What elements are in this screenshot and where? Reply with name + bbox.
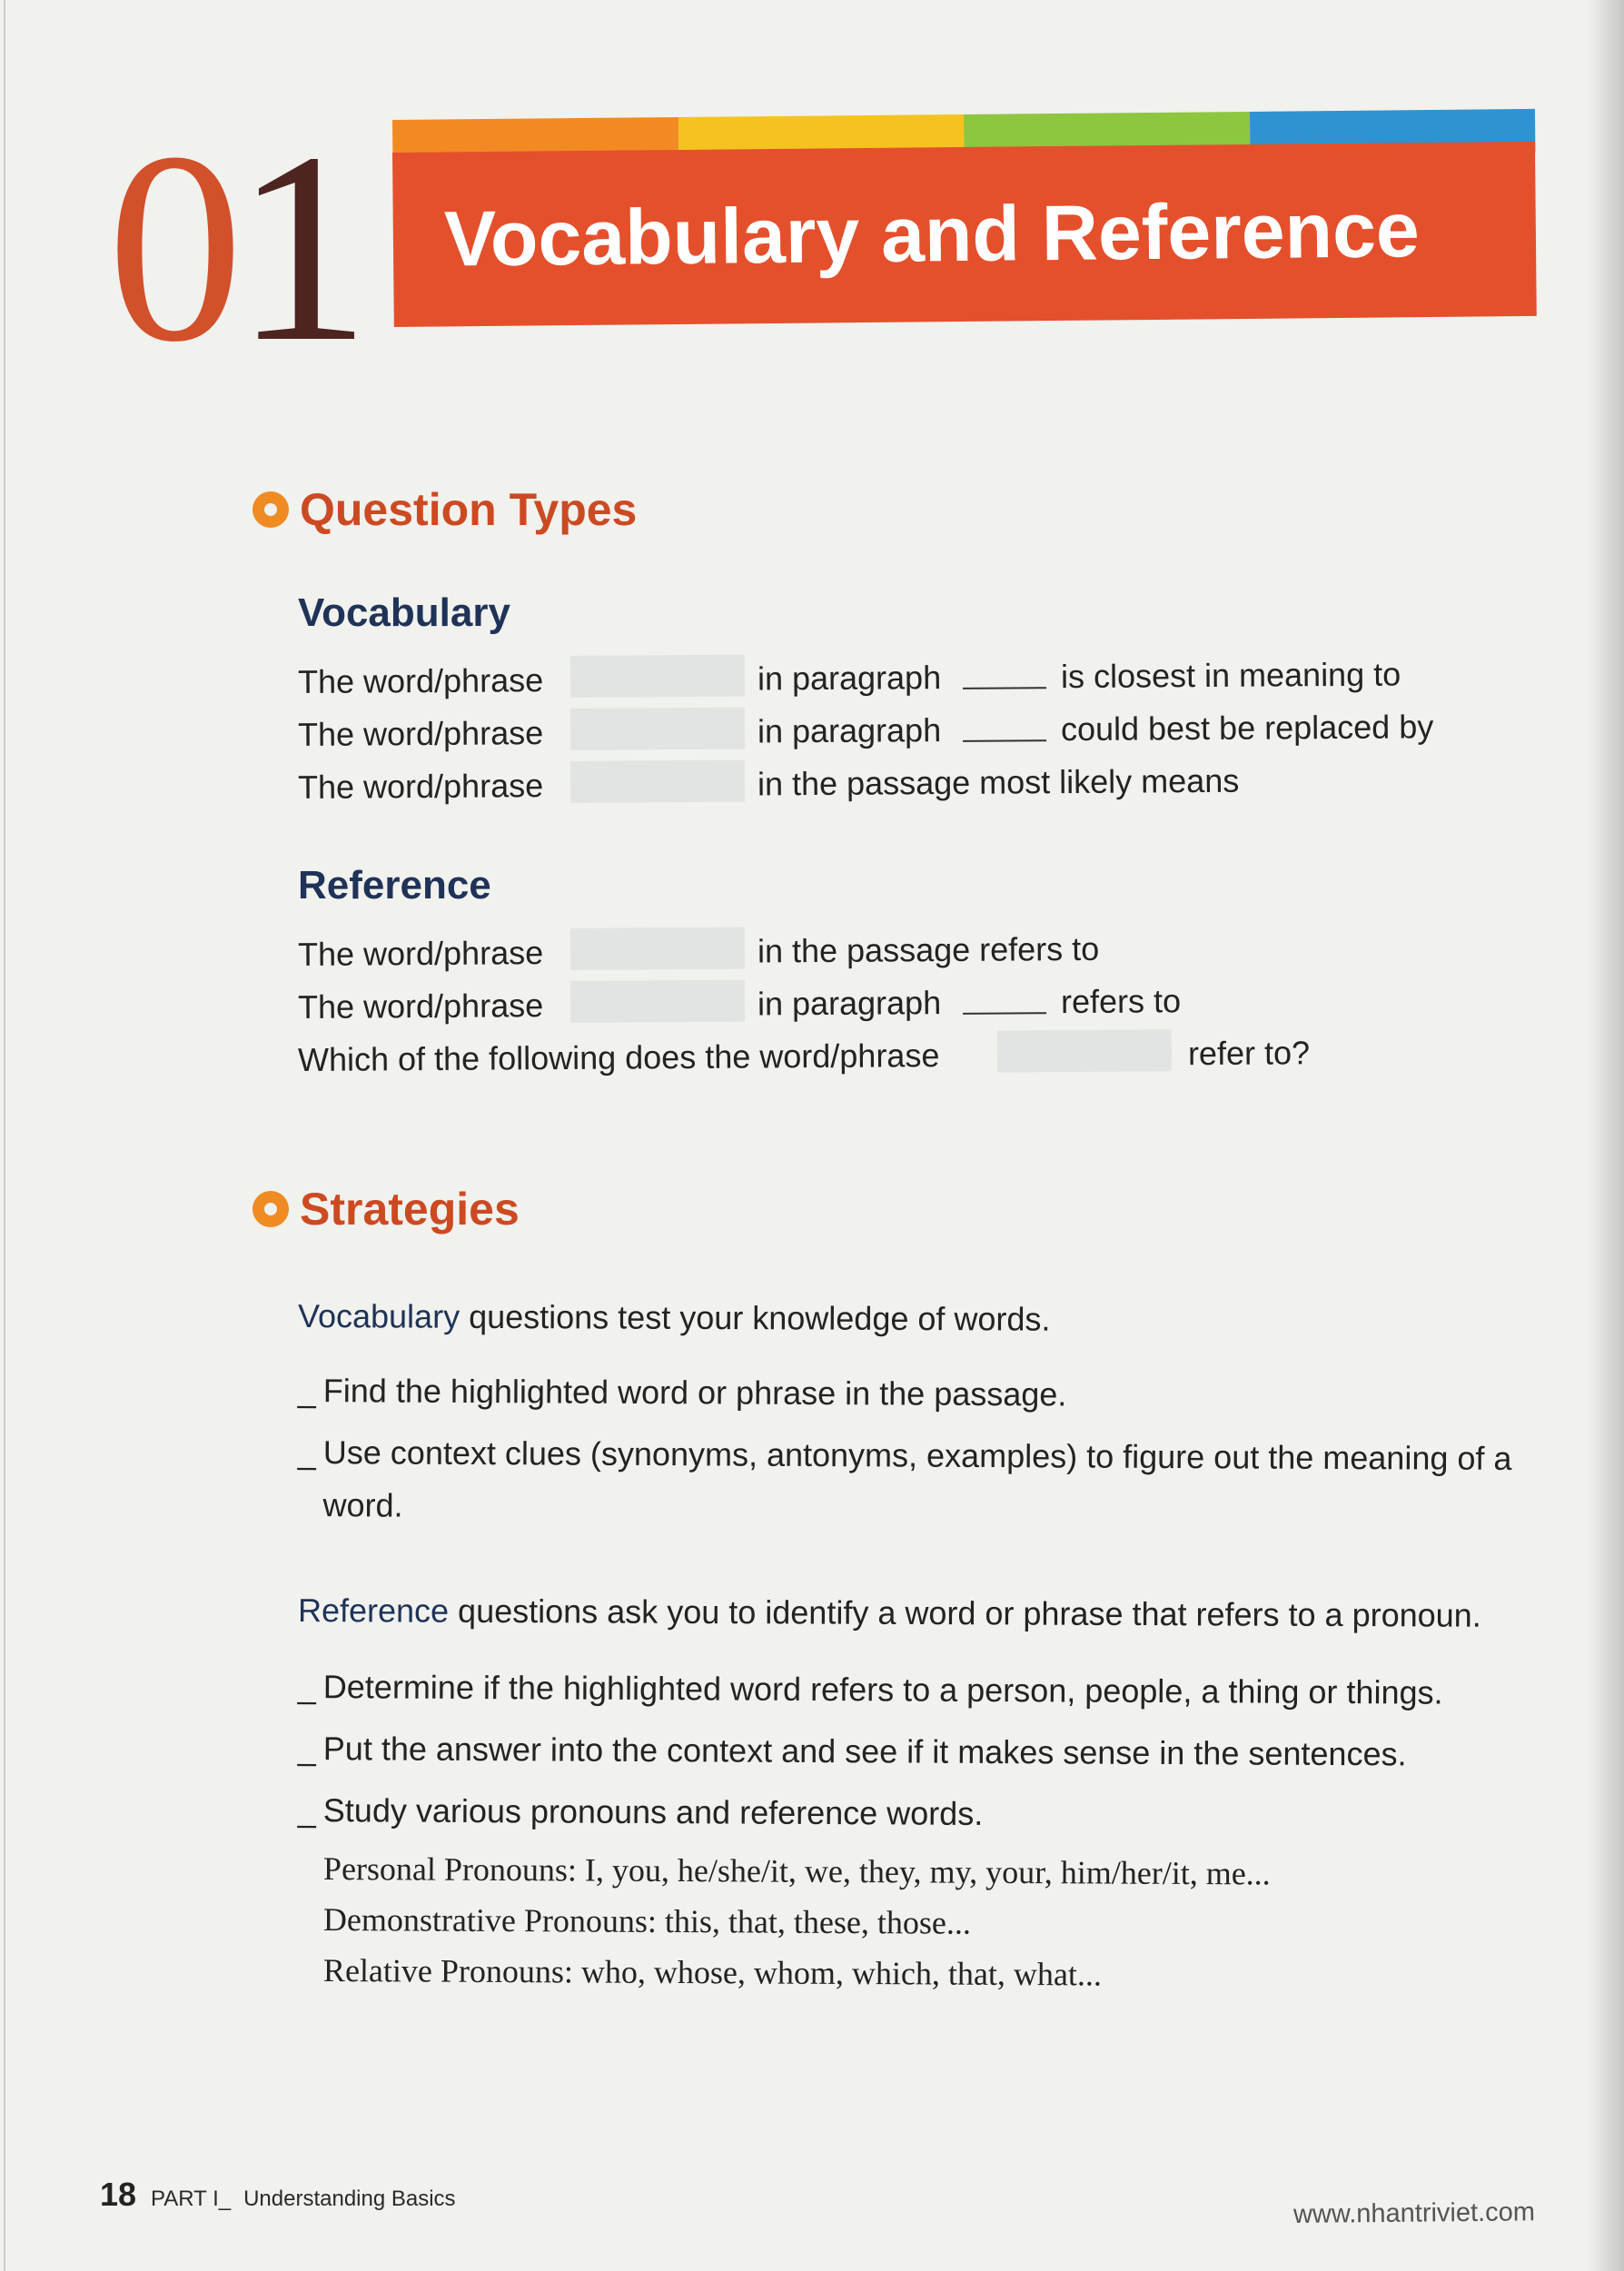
page-edge xyxy=(4,0,5,2271)
paragraph-blank-line xyxy=(963,687,1046,689)
strategies-heading-text: Strategies xyxy=(300,1184,520,1235)
strategy-list-item xyxy=(298,1661,1524,1720)
word-placeholder-box xyxy=(570,708,745,750)
row-lead: Which of the following does the word/phrase xyxy=(297,1036,940,1078)
strategy-text: Study various pronouns and reference words. xyxy=(322,1791,984,1832)
reference-question-row xyxy=(298,919,1570,977)
word-placeholder-box xyxy=(570,655,745,698)
chapter-number xyxy=(107,96,361,398)
strategies-heading xyxy=(253,1183,520,1235)
word-placeholder-box xyxy=(570,980,745,1023)
paragraph-blank-line xyxy=(963,739,1046,742)
word-placeholder-box xyxy=(997,1029,1172,1072)
word-placeholder-box xyxy=(570,927,745,970)
reference-subheading: Reference xyxy=(298,863,491,907)
chapter-number-digit-1: 1 xyxy=(234,96,361,398)
row-after: in paragraph xyxy=(757,659,942,698)
vocabulary-question-row xyxy=(298,647,1570,705)
strategy-list-item xyxy=(298,1784,1524,1843)
row-lead: The word/phrase xyxy=(297,714,544,753)
chapter-title: Vocabulary and Reference xyxy=(443,186,1421,283)
intro-accent: Vocabulary xyxy=(297,1297,460,1335)
demonstrative-pronouns-line: Demonstrative Pronouns: this, that, these, those... xyxy=(322,1901,972,1941)
strategy-text: Put the answer into the context and see if it makes sense in the sentences. xyxy=(322,1730,1407,1773)
row-tail: is closest in meaning to xyxy=(1060,655,1401,696)
word-placeholder-box xyxy=(570,760,745,803)
reference-strategy-intro xyxy=(298,1592,1481,1635)
row-tail: could best be replaced by xyxy=(1060,708,1434,749)
chapter-number-digit-0: 0 xyxy=(107,96,234,398)
vocabulary-question-row xyxy=(298,699,1570,758)
row-lead: The word/phrase xyxy=(297,661,544,700)
row-after: in the passage most likely means xyxy=(757,761,1240,803)
vocabulary-subheading: Vocabulary xyxy=(298,590,510,635)
intro-rest: questions test your knowledge of words. xyxy=(460,1297,1051,1338)
page-number: 18 xyxy=(100,2176,137,2213)
strategy-list-item xyxy=(297,1426,1524,1538)
website-url: www.nhantriviet.com xyxy=(1292,2197,1536,2229)
page-binding-shadow xyxy=(1588,0,1624,2271)
question-types-heading xyxy=(253,483,637,536)
strategy-text: Find the highlighted word or phrase in the passage. xyxy=(322,1372,1067,1413)
row-after: in paragraph xyxy=(757,711,942,750)
part-title: Understanding Basics xyxy=(243,2187,456,2211)
row-after: in the passage refers to xyxy=(757,929,1100,970)
vocabulary-strategy-intro xyxy=(298,1297,1051,1339)
personal-pronouns-line: Personal Pronouns: I, you, he/she/it, we, they, my, your, him/her/it, me... xyxy=(322,1850,1271,1892)
dash-marker: _ xyxy=(297,1433,316,1472)
question-types-heading-text: Question Types xyxy=(300,484,638,535)
chapter-title-banner xyxy=(392,142,1537,327)
page-footer xyxy=(100,2176,456,2214)
row-lead: The word/phrase xyxy=(297,987,544,1026)
strategy-text: Use context clues (synonyms, antonyms, examples) to figure out the meaning of a word. xyxy=(322,1433,1512,1524)
row-tail: refer to? xyxy=(1187,1034,1311,1073)
orange-bullet-icon xyxy=(253,1191,289,1227)
paragraph-blank-line xyxy=(963,1012,1046,1015)
dash-marker: _ xyxy=(297,1667,316,1706)
dash-marker: _ xyxy=(297,1729,316,1768)
orange-bullet-icon xyxy=(253,491,289,528)
strategy-text: Determine if the highlighted word refers to a person, people, a thing or things. xyxy=(322,1668,1443,1711)
strategy-list-item xyxy=(298,1364,1524,1423)
reference-question-row xyxy=(298,1025,1570,1083)
vocabulary-question-row xyxy=(298,752,1570,810)
row-lead: The word/phrase xyxy=(297,767,544,806)
row-lead: The word/phrase xyxy=(297,934,544,973)
dash-marker: _ xyxy=(297,1790,316,1830)
strategy-list-item xyxy=(298,1722,1524,1781)
part-label: PART I_ xyxy=(151,2187,232,2211)
dash-marker: _ xyxy=(297,1371,316,1410)
row-tail: refers to xyxy=(1060,982,1182,1021)
intro-rest: questions ask you to identify a word or phrase that refers to a pronoun. xyxy=(449,1592,1481,1634)
intro-accent: Reference xyxy=(297,1592,450,1630)
row-after: in paragraph xyxy=(757,984,942,1023)
relative-pronouns-line: Relative Pronouns: who, whose, whom, which, that, what... xyxy=(322,1952,1102,1993)
reference-question-row xyxy=(298,972,1570,1030)
